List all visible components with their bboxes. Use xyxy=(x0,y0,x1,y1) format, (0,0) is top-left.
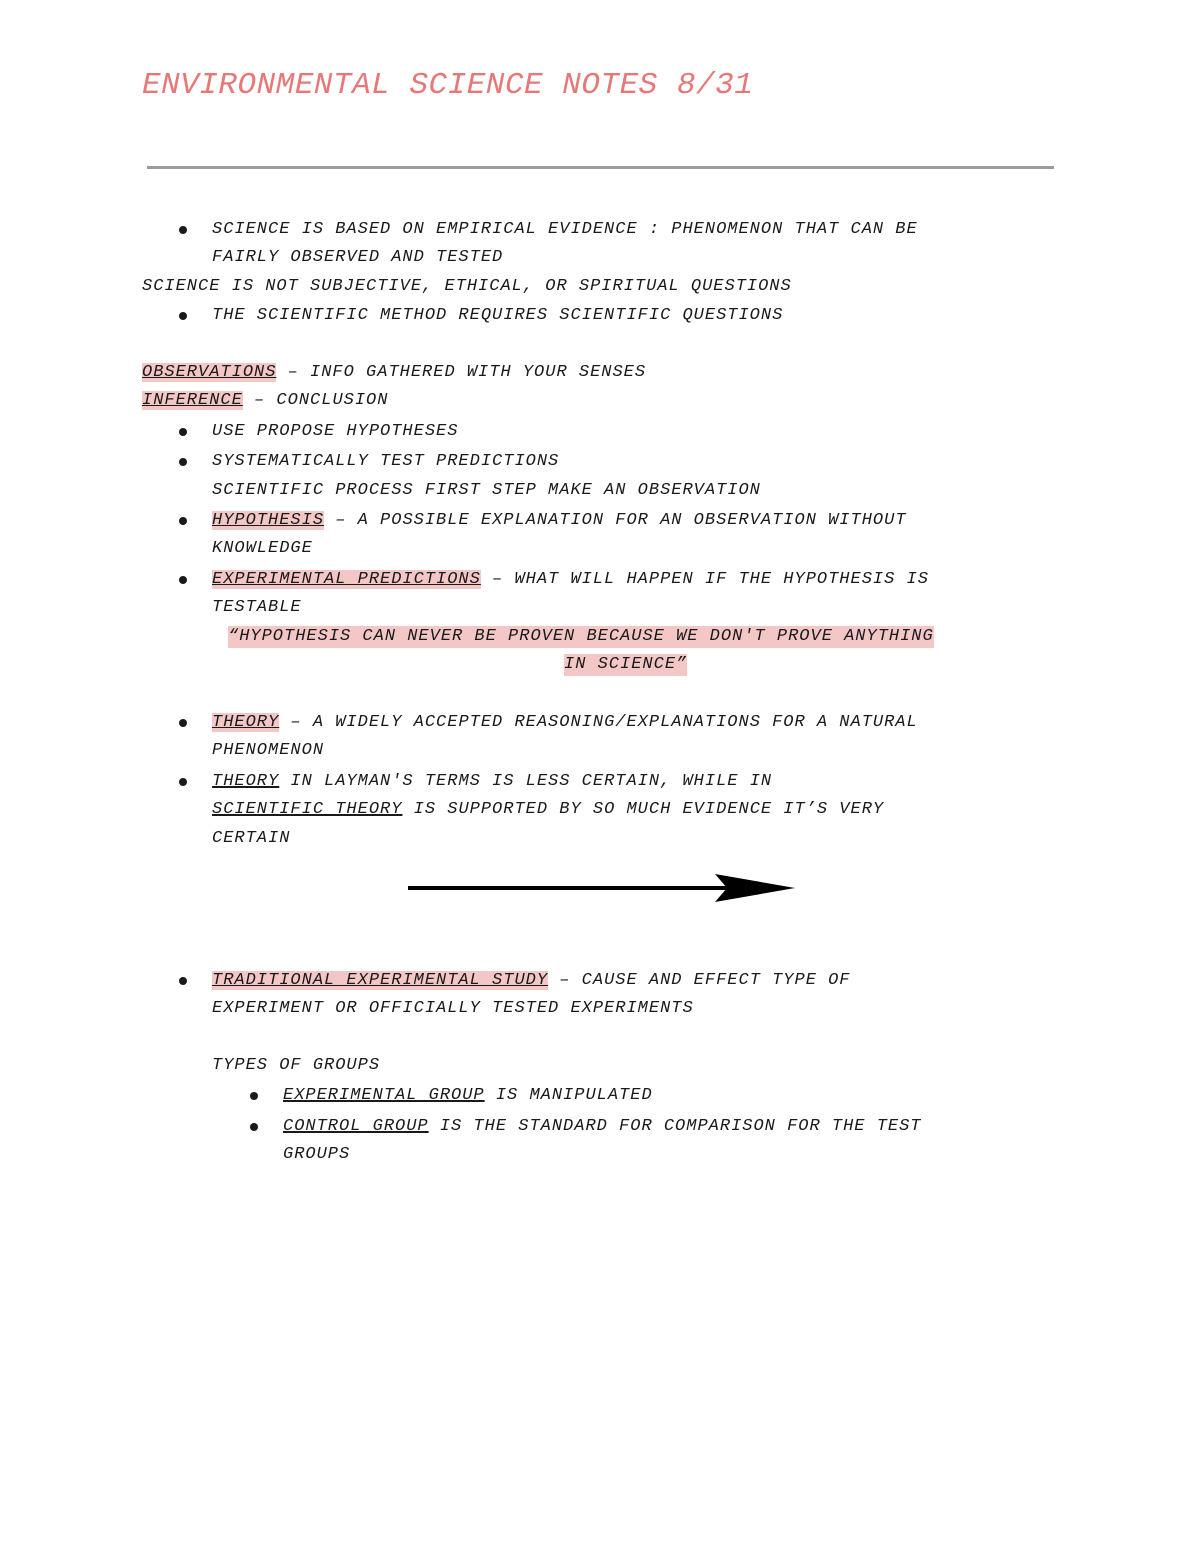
observations-term: OBSERVATIONS xyxy=(142,363,277,382)
traditional-study-line-1 xyxy=(212,970,851,992)
groups-heading: TYPES OF GROUPS xyxy=(212,1056,381,1075)
inference-term: INFERENCE xyxy=(142,391,243,410)
theory-layman-line-3: CERTAIN xyxy=(212,829,291,848)
experimental-group-line xyxy=(283,1085,653,1107)
bullet-icon xyxy=(250,1123,258,1131)
experimental-predictions-definition: – WHAT WILL HAPPEN IF THE HYPOTHESIS IS xyxy=(480,570,929,589)
experimental-predictions-term: EXPERIMENTAL PREDICTIONS xyxy=(212,570,481,589)
theory-layman-line-2 xyxy=(212,799,884,821)
control-group-line-1 xyxy=(283,1116,922,1138)
theory-underlined-term: THEORY xyxy=(212,772,280,791)
bullet-icon xyxy=(179,517,187,525)
scientific-theory-term: SCIENTIFIC THEORY xyxy=(212,800,403,819)
scientific-process-line: SCIENTIFIC PROCESS FIRST STEP MAKE AN OBSERVATION xyxy=(212,481,761,500)
propose-hypotheses-line: USE PROPOSE HYPOTHESES xyxy=(212,422,459,441)
bullet-icon xyxy=(179,778,187,786)
empirical-evidence-line-1: SCIENCE IS BASED ON EMPIRICAL EVIDENCE : PHENOMENON THAT CAN BE xyxy=(212,220,918,239)
bullet-icon xyxy=(179,428,187,436)
hypothesis-line-1 xyxy=(212,510,907,532)
control-group-definition: IS THE STANDARD FOR COMPARISON FOR THE TEST xyxy=(428,1117,922,1136)
scientific-theory-text: IS SUPPORTED BY SO MUCH EVIDENCE IT’S VERY xyxy=(402,800,885,819)
control-group-term: CONTROL GROUP xyxy=(283,1117,429,1136)
theory-layman-line-1 xyxy=(212,771,772,793)
quote-line-2: IN SCIENCE” xyxy=(564,655,688,674)
bullet-icon xyxy=(179,458,187,466)
experimental-group-definition: IS MANIPULATED xyxy=(484,1086,653,1105)
theory-term: THEORY xyxy=(212,713,280,732)
theory-line-1 xyxy=(212,712,918,734)
control-group-line-2: GROUPS xyxy=(283,1145,351,1164)
experimental-group-term: EXPERIMENTAL GROUP xyxy=(283,1086,485,1105)
traditional-study-definition: – CAUSE AND EFFECT TYPE OF xyxy=(548,971,851,990)
hypothesis-term: HYPOTHESIS xyxy=(212,511,325,530)
bullet-icon xyxy=(179,977,187,985)
scientific-method-line: THE SCIENTIFIC METHOD REQUIRES SCIENTIFIC QUESTIONS xyxy=(212,306,784,325)
inference-definition: – CONCLUSION xyxy=(242,391,389,410)
observations-definition: – INFO GATHERED WITH YOUR SENSES xyxy=(276,363,647,382)
hypothesis-line-2: KNOWLEDGE xyxy=(212,539,313,558)
theory-layman-text: IN LAYMAN'S TERMS IS LESS CERTAIN, WHILE IN xyxy=(279,772,773,791)
traditional-study-term: TRADITIONAL EXPERIMENTAL STUDY xyxy=(212,971,549,990)
traditional-study-line-2: EXPERIMENT OR OFFICIALLY TESTED EXPERIMENTS xyxy=(212,999,694,1018)
bullet-icon xyxy=(179,719,187,727)
inference-line xyxy=(142,390,388,412)
empirical-evidence-line-2: FAIRLY OBSERVED AND TESTED xyxy=(212,248,504,267)
bullet-icon xyxy=(179,312,187,320)
page-title: ENVIRONMENTAL SCIENCE NOTES 8/31 xyxy=(142,68,754,103)
hypothesis-definition: – A POSSIBLE EXPLANATION FOR AN OBSERVATION WITHOUT xyxy=(324,511,907,530)
science-not-subjective: SCIENCE IS NOT SUBJECTIVE, ETHICAL, OR SPIRITUAL QUESTIONS xyxy=(142,277,792,296)
observations-line xyxy=(142,362,646,384)
bullet-icon xyxy=(179,576,187,584)
theory-line-2: PHENOMENON xyxy=(212,741,325,760)
bullet-icon xyxy=(250,1092,258,1100)
bullet-icon xyxy=(179,226,187,234)
right-arrow-icon xyxy=(405,868,800,908)
horizontal-rule xyxy=(147,166,1054,169)
test-predictions-line: SYSTEMATICALLY TEST PREDICTIONS xyxy=(212,452,560,471)
experimental-predictions-line-2: TESTABLE xyxy=(212,598,302,617)
quote-line-1: “HYPOTHESIS CAN NEVER BE PROVEN BECAUSE WE DON'T PROVE ANYTHING xyxy=(228,627,934,646)
theory-definition: – A WIDELY ACCEPTED REASONING/EXPLANATIONS FOR A NATURAL xyxy=(279,713,918,732)
experimental-predictions-line-1 xyxy=(212,569,929,591)
